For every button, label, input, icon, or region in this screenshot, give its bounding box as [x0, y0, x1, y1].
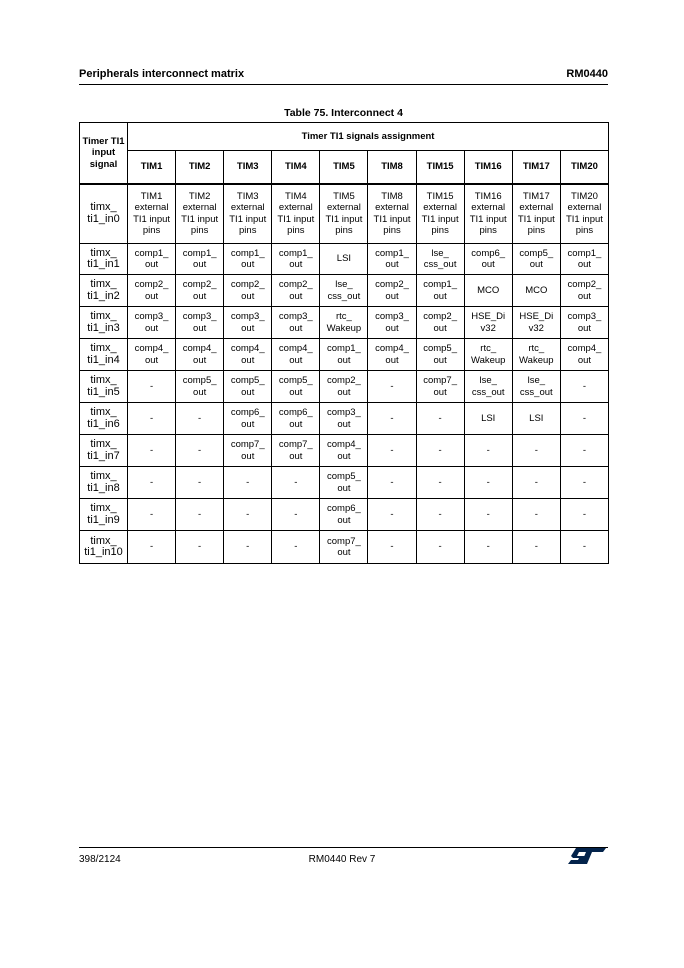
assignment-cell: -: [128, 435, 176, 467]
signal-cell: timx_ ti1_in0: [80, 184, 128, 244]
assignment-cell: comp1_ out: [416, 275, 464, 307]
section-title: Peripherals interconnect matrix: [79, 68, 245, 80]
signal-cell: timx_ ti1_in8: [80, 467, 128, 499]
assignment-cell: comp1_ out: [272, 244, 320, 275]
assignment-cell: comp6_ out: [320, 499, 368, 531]
table-row: [80, 467, 609, 499]
assignment-cell: -: [368, 435, 416, 467]
table-row: [80, 307, 609, 339]
assignment-cell: comp3_ out: [128, 307, 176, 339]
assignment-cell: comp2_ out: [416, 307, 464, 339]
assignment-cell: -: [176, 403, 224, 435]
assignment-cell: -: [512, 499, 560, 531]
assignment-cell: -: [560, 403, 608, 435]
assignment-cell: -: [272, 499, 320, 531]
assignment-cell: -: [512, 467, 560, 499]
signal-cell: timx_ ti1_in1: [80, 244, 128, 275]
assignment-cell: TIM16 external TI1 input pins: [464, 184, 512, 244]
header-divider: [79, 84, 608, 85]
document-revision: RM0440 Rev 7: [308, 854, 376, 865]
assignment-cell: TIM2 external TI1 input pins: [176, 184, 224, 244]
assignment-cell: comp2_ out: [320, 371, 368, 403]
assignment-cell: comp6_ out: [224, 403, 272, 435]
assignment-cell: TIM20 external TI1 input pins: [560, 184, 608, 244]
signal-cell: timx_ ti1_in4: [80, 339, 128, 371]
assignment-cell: -: [416, 435, 464, 467]
table-row: [80, 499, 609, 531]
assignment-cell: comp2_ out: [224, 275, 272, 307]
assignment-cell: -: [368, 371, 416, 403]
assignment-cell: comp4_ out: [320, 435, 368, 467]
column-header: TIM4: [272, 151, 320, 184]
footer-divider: [79, 847, 608, 848]
assignment-cell: -: [128, 499, 176, 531]
assignment-cell: TIM15 external TI1 input pins: [416, 184, 464, 244]
assignment-cell: rtc_ Wakeup: [464, 339, 512, 371]
assignment-cell: -: [416, 467, 464, 499]
assignment-cell: comp5_ out: [416, 339, 464, 371]
assignment-cell: comp7_ out: [416, 371, 464, 403]
table-row: [80, 531, 609, 564]
assignment-cell: TIM4 external TI1 input pins: [272, 184, 320, 244]
assignment-cell: TIM17 external TI1 input pins: [512, 184, 560, 244]
assignment-cell: comp1_ out: [224, 244, 272, 275]
assignment-cell: HSE_Di v32: [464, 307, 512, 339]
assignment-cell: -: [368, 467, 416, 499]
assignment-cell: -: [128, 531, 176, 564]
assignment-cell: comp4_ out: [176, 339, 224, 371]
assignment-cell: comp4_ out: [224, 339, 272, 371]
assignment-cell: -: [416, 403, 464, 435]
assignment-cell: -: [128, 371, 176, 403]
table-row: [80, 244, 609, 275]
assignment-cell: comp2_ out: [560, 275, 608, 307]
column-header: TIM2: [176, 151, 224, 184]
assignment-cell: LSI: [512, 403, 560, 435]
assignment-cell: comp5_ out: [320, 467, 368, 499]
assignment-cell: comp3_ out: [368, 307, 416, 339]
assignment-cell: -: [176, 435, 224, 467]
assignment-cell: TIM8 external TI1 input pins: [368, 184, 416, 244]
column-header: TIM3: [224, 151, 272, 184]
assignment-cell: -: [560, 499, 608, 531]
assignment-cell: comp4_ out: [560, 339, 608, 371]
signal-cell: timx_ ti1_in5: [80, 371, 128, 403]
assignment-cell: -: [560, 435, 608, 467]
table-row: [80, 275, 609, 307]
assignment-cell: -: [224, 499, 272, 531]
assignment-cell: comp6_ out: [464, 244, 512, 275]
signal-cell: timx_ ti1_in9: [80, 499, 128, 531]
column-header: TIM16: [464, 151, 512, 184]
assignment-cell: comp2_ out: [368, 275, 416, 307]
table-row: [80, 435, 609, 467]
assignment-cell: comp6_ out: [272, 403, 320, 435]
assignment-cell: -: [368, 499, 416, 531]
assignment-cell: comp3_ out: [176, 307, 224, 339]
assignment-cell: comp3_ out: [320, 403, 368, 435]
assignment-cell: comp1_ out: [368, 244, 416, 275]
table-row: [80, 184, 609, 244]
assignment-cell: TIM3 external TI1 input pins: [224, 184, 272, 244]
row-header-cell: Timer TI1 input signal: [80, 123, 128, 184]
assignment-cell: -: [224, 467, 272, 499]
assignment-cell: comp2_ out: [272, 275, 320, 307]
assignment-cell: -: [416, 499, 464, 531]
st-logo-icon: [568, 847, 606, 865]
assignment-cell: comp1_ out: [560, 244, 608, 275]
assignment-cell: MCO: [464, 275, 512, 307]
assignment-cell: comp5_ out: [272, 371, 320, 403]
assignment-cell: comp7_ out: [224, 435, 272, 467]
table-row: [80, 339, 609, 371]
assignment-cell: -: [416, 531, 464, 564]
assignment-cell: TIM1 external TI1 input pins: [128, 184, 176, 244]
column-header: TIM20: [560, 151, 608, 184]
assignment-cell: rtc_ Wakeup: [512, 339, 560, 371]
assignment-cell: -: [368, 403, 416, 435]
table-caption: Table 75. Interconnect 4: [284, 107, 403, 119]
column-header: TIM8: [368, 151, 416, 184]
assignment-cell: lse_ css_out: [320, 275, 368, 307]
column-header: TIM1: [128, 151, 176, 184]
assignment-cell: comp4_ out: [128, 339, 176, 371]
table-row: [80, 403, 609, 435]
assignment-cell: -: [560, 531, 608, 564]
document-id: RM0440: [566, 68, 608, 80]
assignment-cell: rtc_ Wakeup: [320, 307, 368, 339]
assignment-cell: comp2_ out: [128, 275, 176, 307]
assignment-cell: comp4_ out: [368, 339, 416, 371]
assignment-cell: -: [176, 531, 224, 564]
assignment-cell: -: [464, 531, 512, 564]
assignment-cell: -: [464, 435, 512, 467]
assignment-cell: TIM5 external TI1 input pins: [320, 184, 368, 244]
assignment-cell: comp5_ out: [512, 244, 560, 275]
assignment-cell: comp5_ out: [176, 371, 224, 403]
column-header: TIM17: [512, 151, 560, 184]
assignment-cell: HSE_Di v32: [512, 307, 560, 339]
assignment-cell: comp3_ out: [272, 307, 320, 339]
assignment-cell: -: [512, 531, 560, 564]
assignment-cell: comp5_ out: [224, 371, 272, 403]
column-header: TIM5: [320, 151, 368, 184]
assignment-cell: -: [512, 435, 560, 467]
assignment-cell: comp3_ out: [224, 307, 272, 339]
assignment-cell: -: [464, 499, 512, 531]
assignment-cell: -: [272, 467, 320, 499]
assignment-cell: comp1_ out: [320, 339, 368, 371]
signal-cell: timx_ ti1_in2: [80, 275, 128, 307]
assignment-cell: -: [176, 467, 224, 499]
assignment-cell: -: [560, 467, 608, 499]
assignment-cell: comp3_ out: [560, 307, 608, 339]
group-header-cell: Timer TI1 signals assignment: [128, 123, 609, 151]
signal-cell: timx_ ti1_in3: [80, 307, 128, 339]
assignment-cell: comp4_ out: [272, 339, 320, 371]
signal-cell: timx_ ti1_in7: [80, 435, 128, 467]
assignment-cell: lse_ css_out: [464, 371, 512, 403]
assignment-cell: comp7_ out: [320, 531, 368, 564]
assignment-cell: LSI: [320, 244, 368, 275]
assignment-cell: lse_ css_out: [416, 244, 464, 275]
page-number: 398/2124: [79, 854, 121, 865]
assignment-cell: lse_ css_out: [512, 371, 560, 403]
column-header: TIM15: [416, 151, 464, 184]
assignment-cell: -: [368, 531, 416, 564]
assignment-cell: -: [464, 467, 512, 499]
assignment-cell: -: [224, 531, 272, 564]
assignment-cell: -: [128, 403, 176, 435]
assignment-cell: LSI: [464, 403, 512, 435]
assignment-cell: comp1_ out: [128, 244, 176, 275]
assignment-cell: -: [272, 531, 320, 564]
assignment-cell: comp7_ out: [272, 435, 320, 467]
signal-cell: timx_ ti1_in10: [80, 531, 128, 564]
assignment-cell: -: [560, 371, 608, 403]
assignment-cell: -: [176, 499, 224, 531]
assignment-cell: comp1_ out: [176, 244, 224, 275]
interconnect-table: [79, 122, 609, 564]
assignment-cell: -: [128, 467, 176, 499]
table-row: [80, 371, 609, 403]
signal-cell: timx_ ti1_in6: [80, 403, 128, 435]
assignment-cell: MCO: [512, 275, 560, 307]
assignment-cell: comp2_ out: [176, 275, 224, 307]
